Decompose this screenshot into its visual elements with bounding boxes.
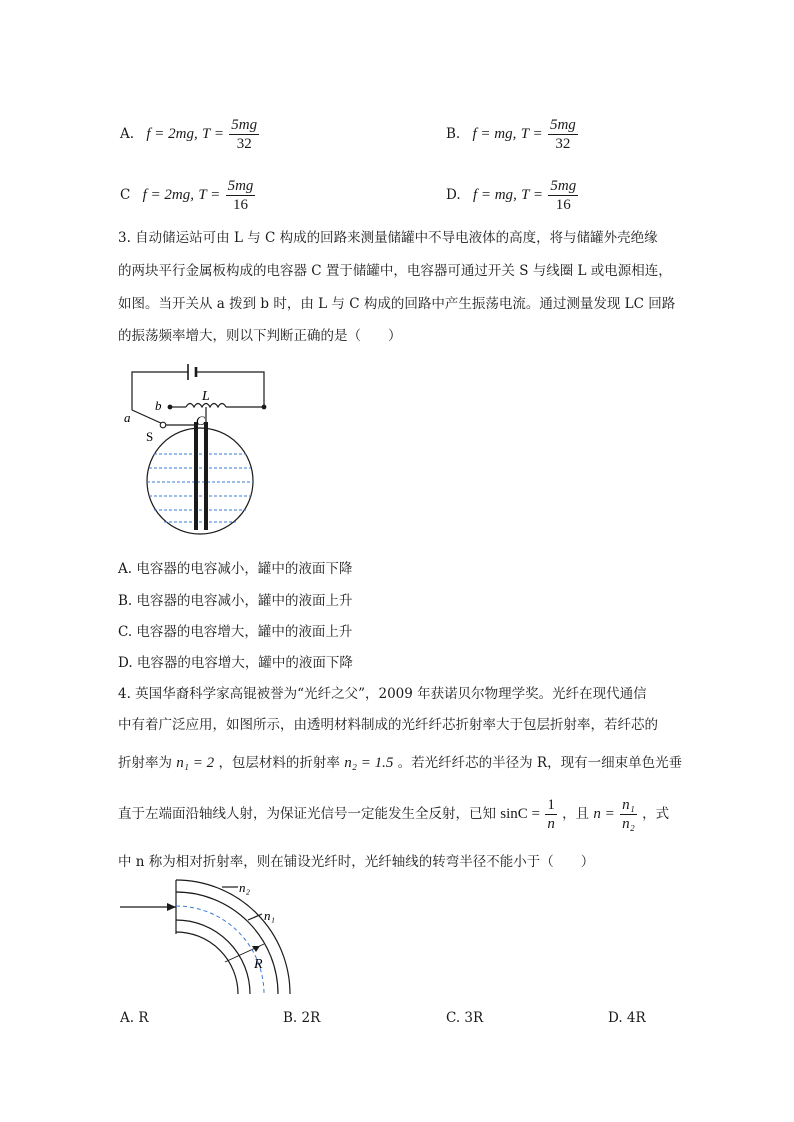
text-segment: 折射率为	[118, 755, 172, 771]
n2-value: n₂ = 1.5	[344, 755, 394, 771]
text-segment: ，包层材料的折射率	[218, 755, 340, 771]
q3-option-c: C. 电容器的电容增大，罐中的液面上升	[118, 624, 353, 640]
q4-option-b: B. 2R	[283, 1010, 321, 1026]
n-expression: n =	[593, 806, 615, 822]
t-expression: T =	[198, 187, 221, 203]
frac-numerator: 5mg	[227, 178, 254, 194]
n1-label: n₁	[264, 908, 276, 923]
q3-option-d: D. 电容器的电容增大，罐中的液面下降	[118, 655, 353, 671]
option-label: D.	[446, 187, 461, 203]
q2-option-b: B. f = mg, T = $\frac{5mg}{32}$	[446, 117, 576, 152]
text-segment: ，式	[642, 806, 670, 822]
terminal-b-label: b	[155, 398, 162, 413]
option-label: C	[120, 187, 131, 203]
q3-option-b: B. 电容器的电容减小，罐中的液面上升	[118, 593, 353, 609]
text-segment: 直于左端面沿轴线人射，为保证光信号一定能发生全反射，已知	[118, 806, 496, 822]
switch-label: S	[146, 429, 154, 444]
frac-denominator: 16	[555, 197, 571, 213]
q4-option-d: D. 4R	[608, 1010, 646, 1026]
f-expression: f = 2mg	[142, 187, 191, 203]
q3-line-1: 3. 自动储运站可由 L 与 C 构成的回路来测量储罐中不导电液体的高度，将与储罐外壳绝缘	[118, 230, 658, 246]
q4-line-3	[118, 753, 682, 773]
q4-line-1: 4. 英国华裔科学家高锟被誉为“光纤之父”，2009 年获诺贝尔物理学奖。光纤在现代通信	[118, 686, 647, 702]
frac-numerator: 1	[547, 797, 555, 813]
frac-numerator: 5mg	[550, 178, 577, 194]
lc-circuit-figure	[118, 358, 278, 538]
n1-value: n₁ = 2	[176, 755, 215, 771]
terminal-a-label: a	[124, 410, 131, 425]
t-expression: T =	[521, 187, 544, 203]
q2-option-d: D. f = mg, T = $\frac{5mg}{16}$	[446, 178, 577, 213]
q4-line-4	[118, 794, 669, 834]
option-label: A.	[120, 126, 135, 142]
frac-numerator: 5mg	[549, 117, 576, 133]
f-expression: f = mg	[472, 187, 514, 203]
inductor-label: L	[202, 389, 210, 404]
t-expression: T =	[520, 126, 543, 142]
q4-line-2: 中有着广泛应用，如图所示，由透明材料制成的光纤纤芯折射率大于包层折射率，若纤芯的	[118, 717, 658, 733]
q2-option-c: C f = 2mg, T = $\frac{5mg}{16}$	[120, 178, 254, 213]
frac-denominator: 16	[232, 197, 248, 213]
q3-line-3: 如图。当开关从 a 拨到 b 时，由 L 与 C 构成的回路中产生振荡电流。通过测量发现 LC 回路	[118, 296, 676, 312]
t-expression: T =	[202, 126, 224, 142]
q4-option-a: A. R	[120, 1010, 149, 1026]
radius-label: R	[254, 957, 263, 972]
q4-line-5: 中 n 称为相对折射率，则在铺设光纤时，光纤轴线的转弯半径不能小于（ ）	[118, 854, 595, 870]
sin-expression: sinC =	[500, 806, 541, 822]
q3-line-4: 的振荡频率增大，则以下判断正确的是（ ）	[118, 328, 402, 344]
frac-denominator: 32	[555, 136, 571, 152]
frac-numerator: n₁	[622, 797, 635, 813]
q2-option-a: A. f = 2mg, T = $\frac{5mg}{32}$	[120, 117, 258, 152]
text-segment: 。若光纤纤芯的半径为 R，现有一细束单色光垂	[397, 755, 683, 771]
frac-denominator: 32	[236, 136, 252, 152]
optical-fiber-figure	[118, 876, 318, 998]
f-expression: f = mg	[472, 126, 513, 142]
frac-numerator: 5mg	[231, 117, 258, 133]
q3-line-2: 的两块平行金属板构成的电容器 C 置于储罐中，电容器可通过开关 S 与线圈 L 或电源相连，	[118, 263, 672, 279]
frac-denominator: n	[547, 816, 555, 832]
option-label: B.	[446, 126, 461, 142]
capacitor-label: C	[196, 413, 205, 428]
q4-option-c: C. 3R	[446, 1010, 484, 1026]
n2-label: n₂	[239, 880, 251, 895]
q3-option-a: A. 电容器的电容减小，罐中的液面下降	[118, 561, 353, 577]
f-expression: f = 2mg	[146, 126, 194, 142]
frac-denominator: n₂	[622, 816, 635, 832]
text-segment: ，且	[562, 806, 590, 822]
